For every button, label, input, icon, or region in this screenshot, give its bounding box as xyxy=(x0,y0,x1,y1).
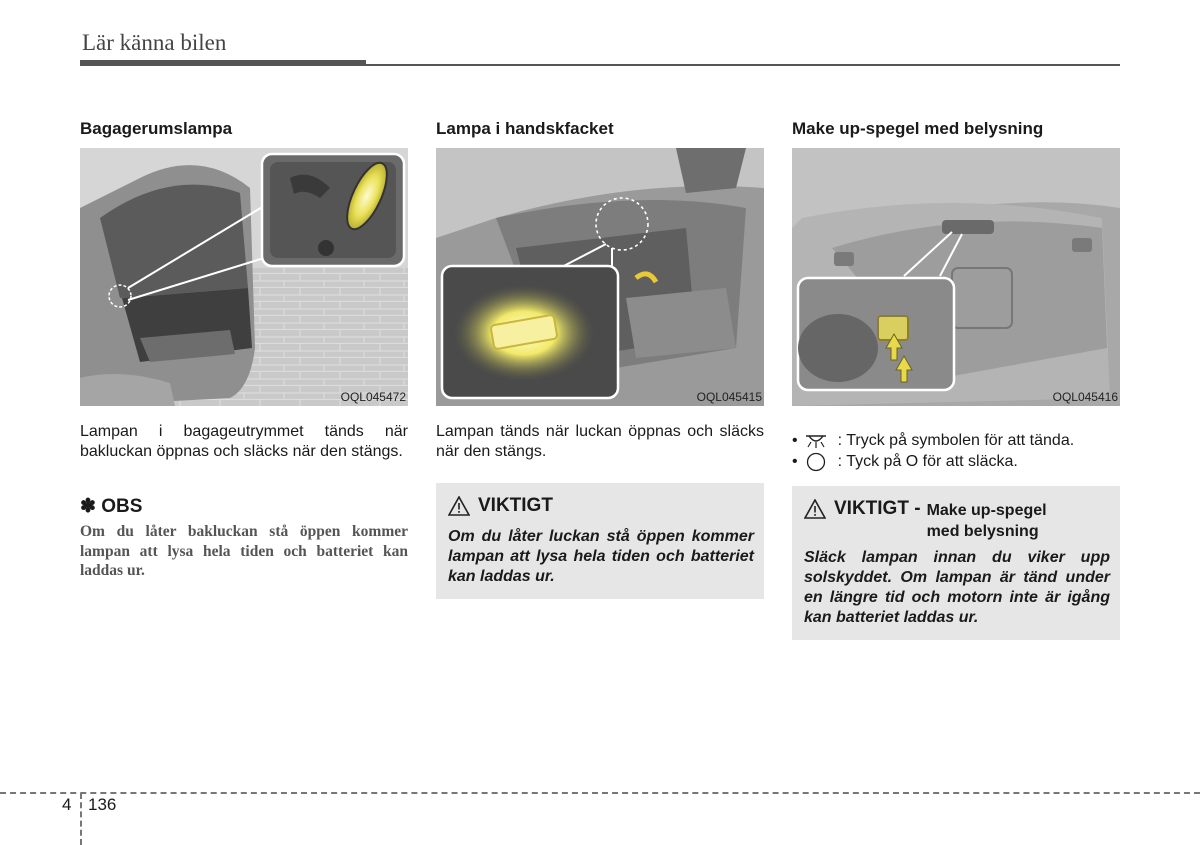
column-trunk-lamp xyxy=(80,118,408,581)
section-title: Lampa i handskfacket xyxy=(436,119,614,138)
list-item: • : Tryck på symbolen för att tända. xyxy=(792,431,1075,449)
warning-label: VIKTIGT xyxy=(478,495,553,516)
list-item-text: : Tyck på O för att släcka. xyxy=(837,452,1018,470)
header-rule xyxy=(366,64,1120,66)
glovebox-lamp-illustration xyxy=(436,148,764,406)
warning-triangle-icon xyxy=(804,499,826,524)
footer-divider xyxy=(80,793,82,845)
figure-code: OQL045472 xyxy=(340,390,406,404)
figure-code: OQL045416 xyxy=(1052,390,1118,404)
trunk-lamp-figure xyxy=(80,148,408,406)
page-header-title: Lär känna bilen xyxy=(82,30,227,55)
section-title: Bagagerumslampa xyxy=(80,119,233,138)
page-number: 136 xyxy=(88,795,117,814)
footer-rule xyxy=(0,792,1200,794)
header-bar xyxy=(80,60,366,66)
list-item: • : Tyck på O för att släcka. xyxy=(792,452,1018,470)
warning-label: VIKTIGT - xyxy=(834,498,921,519)
warning-text: Om du låter luckan stå öppen kommer lampan att lysa hela tiden och batteriet kan laddas ur. xyxy=(448,528,754,585)
note-title: ✽ OBS xyxy=(80,496,143,517)
lamp-on-icon xyxy=(802,433,830,449)
trunk-lamp-illustration xyxy=(80,148,408,406)
control-list xyxy=(792,430,1120,472)
warning-box xyxy=(436,483,764,599)
warning-subtitle: Make up-spegel med belysning xyxy=(926,502,1047,540)
vanity-mirror-illustration xyxy=(792,148,1120,406)
warning-triangle-icon xyxy=(448,496,470,521)
circle-off-icon xyxy=(802,452,830,472)
body-text: Lampan tänds när luckan öppnas och släcks när den stängs. xyxy=(436,423,764,460)
note-text: Om du låter bakluckan stå öppen kommer lampan att lysa hela tiden och batteriet kan laddas ur. xyxy=(80,523,408,579)
vanity-mirror-figure xyxy=(792,148,1120,406)
glovebox-lamp-figure xyxy=(436,148,764,406)
body-text: Lampan i bagageutrymmet tänds när bakluckan öppnas och släcks när den stängs. xyxy=(80,423,408,460)
column-vanity-mirror xyxy=(792,118,1120,640)
warning-text: Släck lampan innan du viker upp solskyddet. Om lampan är tänd under en längre tid och motorn inte är igång kan batteriet laddas ur. xyxy=(804,549,1110,626)
chapter-number: 4 xyxy=(62,795,72,814)
section-title: Make up-spegel med belysning xyxy=(792,119,1044,138)
list-item-text: : Tryck på symbolen för att tända. xyxy=(837,431,1075,449)
warning-box xyxy=(792,486,1120,640)
figure-code: OQL045415 xyxy=(696,390,762,404)
column-glovebox-lamp xyxy=(436,118,764,599)
